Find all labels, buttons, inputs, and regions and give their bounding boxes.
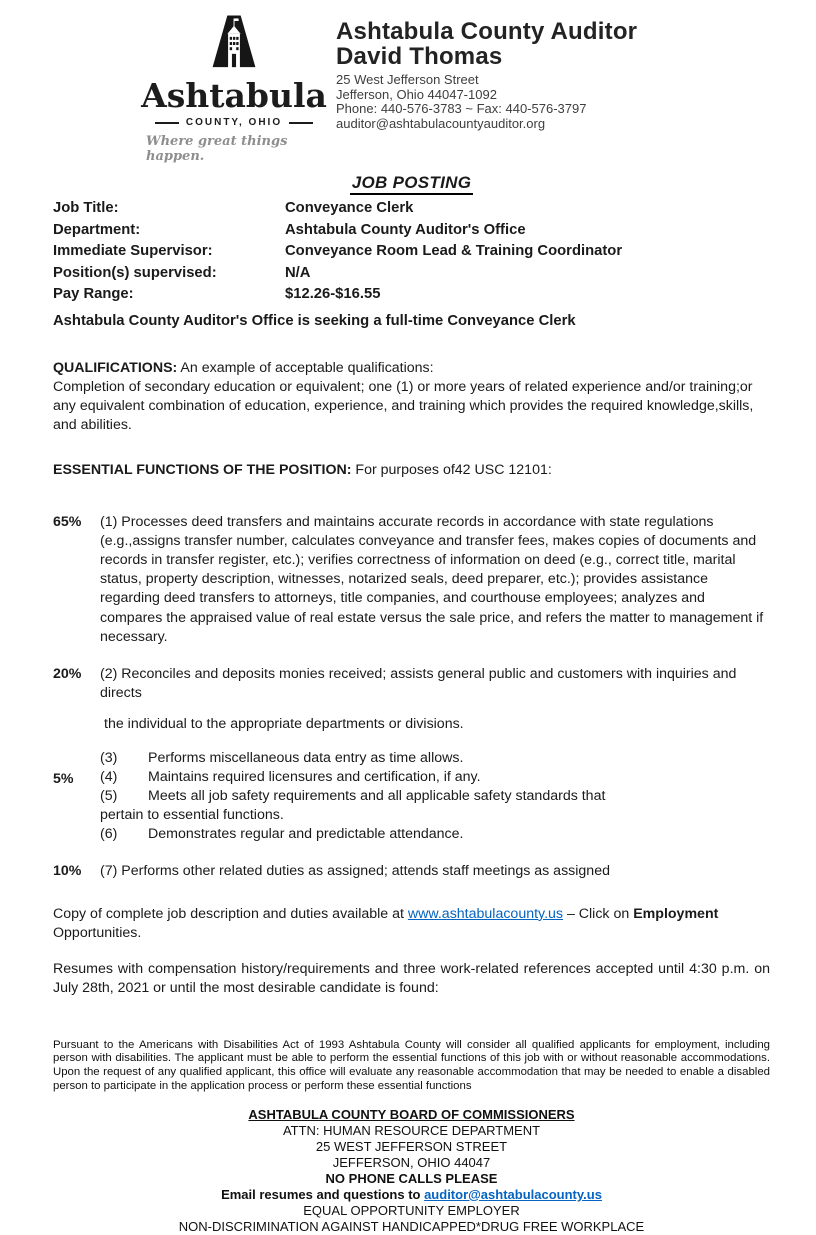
copy-bold-word: Employment: [633, 905, 719, 922]
function-text-line: (2) Reconciles and deposits monies received; assists general public and customers with inquiries and directs: [100, 665, 737, 702]
subitem-row: [100, 787, 770, 806]
field-label: Job Title:: [53, 200, 119, 216]
copy-middle: – Click on: [563, 905, 634, 922]
subitem-num: (6): [100, 826, 118, 843]
subitem-num: (5): [100, 787, 118, 804]
field-value: Ashtabula County Auditor's Office: [285, 221, 526, 238]
logo-wordmark: Ashtabula: [141, 76, 327, 115]
footer-board-line: ASHTABULA COUNTY BOARD OF COMMISSIONERS: [248, 1106, 575, 1122]
subitem-row: [100, 749, 770, 768]
footer-email-prefix: Email resumes and questions to: [221, 1186, 425, 1202]
function-pct: 5%: [53, 770, 74, 787]
field-value: N/A: [285, 264, 311, 281]
divider-line: [155, 122, 179, 124]
function-text-line: the individual to the appropriate departments or divisions.: [104, 716, 464, 733]
footer-email-line: [53, 1187, 770, 1203]
address-line: 25 West Jefferson Street: [336, 72, 479, 87]
function-row: [53, 862, 770, 881]
office-info: [336, 14, 637, 164]
function-text: (1) Processes deed transfers and maintains accurate records in accordance with state regulations (e.g.,assigns transfer number, calculates conveyance and transfer fees, makes copies of documents and records in transfer register, etc.); verifies correctness of information on deed (e.g., correct title, marital status, property description, witnesses, notarized seals, deed preparer, etc.); provides assistance regarding deed transfers to attorneys, title companies, and courthouse employees; analyzes and compares the appraised value of real estate versus the sale price, and refers the matter to management if necessary.: [100, 513, 764, 645]
function-pct: 20%: [53, 665, 82, 682]
page-title-row: [53, 173, 770, 193]
field-label: Immediate Supervisor:: [53, 243, 213, 259]
field-row: [53, 263, 770, 285]
essential-heading: [53, 461, 770, 480]
subitem-num: (3): [100, 749, 118, 766]
footer-nondiscrimination-line: NON-DISCRIMINATION AGAINST HANDICAPPED*DRUG FREE WORKPLACE: [178, 1218, 645, 1234]
ada-paragraph: Pursuant to the Americans with Disabilities Act of 1993 Ashtabula County will consider all qualified applicants for employment, including person with disabilities. The applicant must be able to perform the essential functions of this job with or without reasonable accommodations. Upon the request of any qualified applicant, this office will evaluate any reasonable accommodation that may be needed to enable a disabled person to participate in the application process or perform these essential functions: [53, 1038, 770, 1092]
county-logo: [141, 14, 327, 164]
resumes-paragraph: Resumes with compensation history/requirements and three work-related references accepted until 4:30 p.m. on July 28th, 2021 or until the most desirable candidate is found:: [53, 961, 770, 997]
function-row: [53, 749, 770, 845]
qualifications-label: QUALIFICATIONS:: [53, 359, 178, 376]
qualifications-heading: [53, 359, 770, 378]
subitem-text: Performs miscellaneous data entry as time allows.: [148, 749, 464, 766]
field-row: [53, 198, 770, 220]
office-email: auditor@ashtabulacountyauditor.org: [336, 115, 546, 131]
office-title-line1: Ashtabula County Auditor: [336, 18, 638, 45]
footer-attn-line: ATTN: HUMAN RESOURCE DEPARTMENT: [282, 1122, 541, 1138]
function-row: [53, 665, 770, 735]
function-text: [100, 665, 770, 735]
field-label: Pay Range:: [53, 286, 134, 302]
qualifications-body: Completion of secondary education or equivalent; one (1) or more years of related experience and/or training;or any equivalent combination of education, experience, and training which provides the required knowledge,skills, and abilities.: [53, 378, 754, 434]
website-link[interactable]: www.ashtabulacounty.us: [407, 905, 564, 922]
email-link[interactable]: auditor@ashtabulacounty.us: [424, 1186, 602, 1202]
function-text: (7) Performs other related duties as assigned; attends staff meetings as assigned: [100, 862, 610, 879]
footer: [53, 1107, 770, 1235]
field-value: Conveyance Clerk: [285, 200, 414, 216]
function-subitems: [100, 749, 770, 845]
field-row: [53, 241, 770, 263]
footer-street-line: 25 WEST JEFFERSON STREET: [315, 1138, 508, 1154]
subitem-text: Demonstrates regular and predictable attendance.: [148, 826, 464, 843]
subitem-text: Maintains required licensures and certification, if any.: [148, 768, 481, 785]
page-title: JOB POSTING: [350, 173, 474, 195]
function-pct: 10%: [53, 862, 82, 879]
divider-line: [289, 122, 313, 124]
logo-county-line: [155, 117, 313, 128]
letterhead: [141, 14, 770, 164]
functions-list: [53, 513, 770, 881]
field-value: Conveyance Room Lead & Training Coordinator: [285, 243, 623, 259]
logo-county-text: COUNTY, OHIO: [185, 117, 283, 128]
field-label: Department:: [53, 221, 141, 238]
field-label: Position(s) supervised:: [53, 264, 217, 281]
subitem-row: [100, 768, 770, 787]
field-row: [53, 284, 770, 306]
function-pct: 65%: [53, 513, 82, 530]
logo-tagline: Where great things happen.: [146, 134, 288, 164]
field-value: $12.26-$16.55: [285, 286, 381, 302]
copy-prefix: Copy of complete job description and duties available at: [53, 905, 408, 922]
job-fields: [53, 198, 770, 331]
function-row: [53, 513, 770, 647]
copy-suffix: Opportunities.: [53, 924, 142, 941]
office-title-line2: David Thomas: [336, 43, 503, 70]
job-summary: Ashtabula County Auditor's Office is seeking a full-time Conveyance Clerk: [53, 312, 576, 329]
phone-fax-line: Phone: 440-576-3783 ~ Fax: 440-576-3797: [336, 101, 587, 117]
essential-label: ESSENTIAL FUNCTIONS OF THE POSITION:: [53, 462, 352, 479]
subitem-text: Meets all job safety requirements and all applicable safety standards that: [148, 787, 606, 804]
subitem-row: [100, 825, 770, 844]
job-description-line: [53, 905, 770, 943]
footer-eoe-line: EQUAL OPPORTUNITY EMPLOYER: [303, 1202, 520, 1218]
office-contact-block: [336, 73, 637, 131]
qualifications-section: [53, 359, 770, 436]
footer-no-phone-line: NO PHONE CALLS PLEASE: [325, 1170, 498, 1186]
address-line: Jefferson, Ohio 44047-1092: [336, 86, 497, 102]
qualifications-intro: An example of acceptable qualifications:: [177, 359, 434, 376]
essential-intro: For purposes of42 USC 12101:: [351, 462, 552, 479]
subitem-num: (4): [100, 768, 118, 785]
field-row: [53, 220, 770, 242]
courthouse-a-icon: [209, 14, 259, 76]
subitem-continuation: pertain to essential functions.: [100, 807, 284, 824]
footer-city-line: JEFFERSON, OHIO 44047: [332, 1154, 491, 1170]
